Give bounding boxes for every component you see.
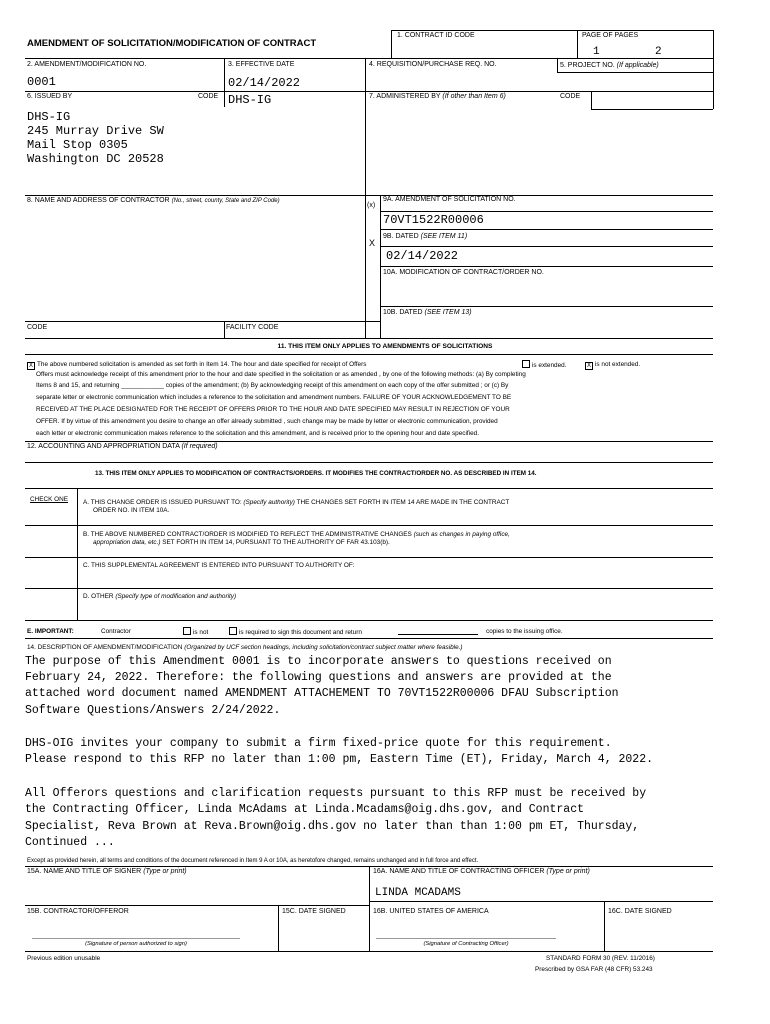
administered-label-text: 7. ADMINISTERED BY (369, 93, 441, 100)
description-line: Specialist, Reva Brown at Reva.Brown@oig.dhs.gov no later than than 1:00 pm ET, Thursday, (25, 820, 640, 833)
is-required-checkbox[interactable] (229, 627, 237, 635)
item9b-label-note: (SEE ITEM 11) (420, 233, 468, 240)
project-no-label (560, 62, 659, 70)
description-line: attached word document named AMENDMENT ATTACHEMENT TO 70VT1522R00006 DFAU Subscription (25, 687, 619, 700)
except-note: Except as provided herein, all terms and conditions of the document referenced in Item 9 A or 10A, as heretofore changed, remains unchanged and in full force and effect. (27, 858, 479, 864)
is-required-label: is required to sign this document and return (239, 629, 362, 636)
item15a-label-note: (Type or print) (143, 868, 187, 875)
item13b-note: (such as changes in paying office, (413, 531, 510, 538)
issued-by-code-label: CODE (198, 93, 219, 100)
is-required-option (229, 627, 362, 637)
description-line: the Contracting Officer, Linda McAdams at Linda.Mcadams@oig.dhs.gov, and Contract (25, 803, 584, 816)
item13b-pre: B. THE ABOVE NUMBERED CONTRACT/ORDER IS MODIFIED TO REFLECT THE ADMINISTRATIVE CHANGES (83, 531, 412, 538)
item13a-post: THE CHANGES SET FORTH IN ITEM 14 ARE MADE IN THE CONTRACT (296, 499, 510, 506)
officer-signature-line[interactable] (376, 938, 556, 939)
item13a-pre: A. THIS CHANGE ORDER IS ISSUED PURSUANT TO: (83, 499, 242, 506)
item13-title: 13. THIS ITEM ONLY APPLIES TO MODIFICATION OF CONTRACTS/ORDERS. IT MODIFIES THE CONTRACT/ORDER NO. AS DESCRIBED IN ITEM 14. (95, 470, 537, 477)
issuer-line: Washington DC 20528 (27, 152, 164, 166)
item11-checkbox-checked[interactable]: X (28, 363, 33, 369)
item13d-line (83, 592, 236, 601)
page-count: 2 (655, 46, 662, 58)
item9-x-mark: X (369, 238, 376, 248)
amendment-no-label: 2. AMENDMENT/MODIFICATION NO. (27, 61, 147, 68)
contractor-label-text: 8. NAME AND ADDRESS OF CONTRACTOR (27, 197, 170, 204)
item11-title: 11. THIS ITEM ONLY APPLIES TO AMENDMENTS OF SOLICITATIONS (277, 343, 493, 350)
item13c-line: C. THIS SUPPLEMENTAL AGREEMENT IS ENTERED INTO PURSUANT TO AUTHORITY OF: (83, 562, 355, 569)
description-line: DHS-OIG invites your company to submit a firm fixed-price quote for this requirement. (25, 737, 612, 750)
item11-line: Items 8 and 15, and returning ____________ copies of the amendment; (b) By acknowledging receipt of this amendment on each copy of the offer submitted ; or (c) By (36, 382, 509, 389)
amendment-no-value: 0001 (27, 75, 56, 89)
item15c-label: 15C. DATE SIGNED (282, 908, 346, 915)
item9b-label (383, 233, 467, 241)
item13b-line2 (93, 538, 390, 547)
administered-label-note: (If other than Item 6) (442, 93, 506, 100)
description-line: Please respond to this RFP no later than 1:00 pm, Eastern Time (ET), Friday, March 4, 2022. (25, 753, 654, 766)
description-line: February 24, 2022. Therefore: the following questions and answers are provided at the (25, 671, 612, 684)
item13a-note: (Specify authority) (243, 499, 295, 506)
is-not-extended-checkbox[interactable]: X (586, 363, 591, 369)
item9a-label: 9A. AMENDMENT OF SOLICITATION NO. (383, 196, 516, 203)
is-extended-label: is extended. (532, 362, 567, 369)
effective-date-value: 02/14/2022 (228, 76, 301, 90)
item13a-line2: ORDER NO. IN ITEM 10A. (93, 507, 170, 514)
issuer-line: DHS-IG (27, 110, 71, 124)
prescribed-note: Prescribed by GSA FAR (48 CFR) 53.243 (535, 966, 653, 973)
item11-line: each letter or electronic communication makes reference to the solicitation and this amendment, and is received prior to the opening hour and date specified. (36, 430, 479, 437)
item15a-label-text: 15A. NAME AND TITLE OF SIGNER (27, 868, 142, 875)
contracting-officer-name: LINDA MCADAMS (375, 887, 461, 899)
signature-person-caption: (Signature of person authorized to sign) (85, 941, 187, 947)
signature-officer-caption: (Signature of Contracting Officer) (423, 941, 509, 947)
item14-label-text: 14. DESCRIPTION OF AMENDMENT/MODIFICATION (27, 644, 183, 651)
important-contractor: Contractor (101, 628, 131, 635)
item15b-label: 15B. CONTRACTOR/OFFEROR (27, 908, 129, 915)
project-label-text: 5. PROJECT NO. (560, 62, 615, 69)
page-number: 1 (593, 46, 600, 58)
item10a-label: 10A. MODIFICATION OF CONTRACT/ORDER NO. (383, 269, 544, 276)
is-extended-checkbox[interactable] (522, 360, 530, 368)
previous-edition-note: Previous edition unusable (27, 955, 101, 962)
description-line: Continued ... (25, 836, 115, 849)
item16b-label: 16B. UNITED STATES OF AMERICA (373, 908, 489, 915)
item11-line: Offers must acknowledge receipt of this amendment prior to the hour and date specified in the solicitation or as amended , by one of the following methods: (a) By completing (36, 371, 526, 378)
item9a-value: 70VT1522R00006 (383, 213, 484, 227)
issued-by-code-box (224, 91, 225, 107)
requisition-label: 4. REQUISITION/PURCHASE REQ. NO. (369, 61, 497, 68)
item11-line: separate letter or electronic communication which includes a reference to the solicitation and amendment numbers. FAILURE OF YOUR ACKNOWLEDGEMENT TO BE (36, 394, 512, 401)
contractor-code-label: CODE (27, 324, 48, 331)
item10b-label (383, 309, 472, 317)
is-not-extended-label: is not extended. (595, 361, 641, 368)
check-one-label: CHECK ONE (30, 496, 68, 503)
item16a-label-note: (Type or print) (546, 868, 590, 875)
item13b-post: SET FORTH IN ITEM 14, PURSUANT TO THE AUTHORITY OF FAR 43.103(b). (162, 539, 390, 546)
item14-label (27, 643, 463, 652)
item10b-label-text: 10B. DATED (383, 309, 423, 316)
is-not-extended-option (585, 360, 640, 370)
issuer-line: Mail Stop 0305 (27, 138, 128, 152)
description-line: Software Questions/Answers 2/24/2022. (25, 704, 281, 717)
copies-label: copies to the issuing office. (486, 628, 563, 635)
description-line: All Offerors questions and clarification requests pursuant to this RFP must be received by (25, 787, 647, 800)
item14-label-note: (Organized by UCF section headings, including solicitation/contract subject matter where feasible.) (184, 644, 463, 651)
issued-by-code-value: DHS-IG (228, 93, 272, 107)
x-column-label: (x) (367, 202, 376, 209)
item13b-note2: appropriation data, etc.) (93, 539, 161, 546)
facility-code-label: FACILITY CODE (226, 324, 279, 331)
contractor-label (27, 197, 280, 205)
item10b-label-note: (SEE ITEM 13) (424, 309, 472, 316)
item11-line: RECEIVED AT THE PLACE DESIGNATED FOR THE RECEIPT OF OFFERS PRIOR TO THE HOUR AND DATE SPECIFIED MAY RESULT IN REJECTION OF YOUR (36, 406, 510, 413)
item16c-label: 16C. DATE SIGNED (608, 908, 672, 915)
item9b-value: 02/14/2022 (386, 249, 459, 263)
is-extended-option (522, 360, 566, 370)
item11-line1: The above numbered solicitation is amended as set forth in Item 14. The hour and date specified for receipt of Offers (37, 361, 367, 368)
is-not-checkbox[interactable] (183, 627, 191, 635)
contract-id-label: 1. CONTRACT ID CODE (397, 32, 475, 39)
is-not-option (183, 627, 208, 637)
item16a-label-text: 16A. NAME AND TITLE OF CONTRACTING OFFICER (373, 868, 545, 875)
item13d-pre: D. OTHER (83, 593, 114, 600)
important-label: E. IMPORTANT: (27, 628, 74, 635)
item16a-label (373, 868, 590, 876)
contractor-signature-line[interactable] (32, 938, 240, 939)
administered-by-label (369, 93, 506, 101)
page-label: PAGE OF PAGES (582, 32, 639, 39)
contractor-label-note: (No., street, county, State and ZIP Code) (171, 198, 280, 204)
effective-date-label: 3. EFFECTIVE DATE (228, 61, 295, 68)
standard-form-note: STANDARD FORM 30 (REV. 11/2016) (546, 955, 655, 962)
item12-label (27, 443, 218, 451)
issuer-line: 245 Murray Drive SW (27, 124, 164, 138)
item15a-label (27, 868, 187, 876)
description-line: The purpose of this Amendment 0001 is to incorporate answers to questions received on (25, 655, 612, 668)
project-label-note: (If applicable) (616, 62, 659, 69)
item11-line: OFFER. If by virtue of this amendment you desire to change an offer already submitted , such change may be made by letter or electronic communication, provided (36, 418, 498, 425)
item13d-note: (Specify type of modification and authority) (115, 593, 237, 600)
item12-label-text: 12. ACCOUNTING AND APPROPRIATION DATA (27, 443, 180, 450)
item11-first-line (27, 360, 366, 370)
issued-by-label: 6. ISSUED BY (27, 93, 73, 100)
item9b-label-text: 9B. DATED (383, 233, 419, 240)
is-not-label: is not (193, 629, 209, 636)
form-title: AMENDMENT OF SOLICITATION/MODIFICATION OF CONTRACT (27, 38, 317, 49)
administered-code-label: CODE (560, 93, 581, 100)
copies-blank-line (398, 634, 478, 635)
item12-label-note: (If required) (181, 443, 218, 450)
